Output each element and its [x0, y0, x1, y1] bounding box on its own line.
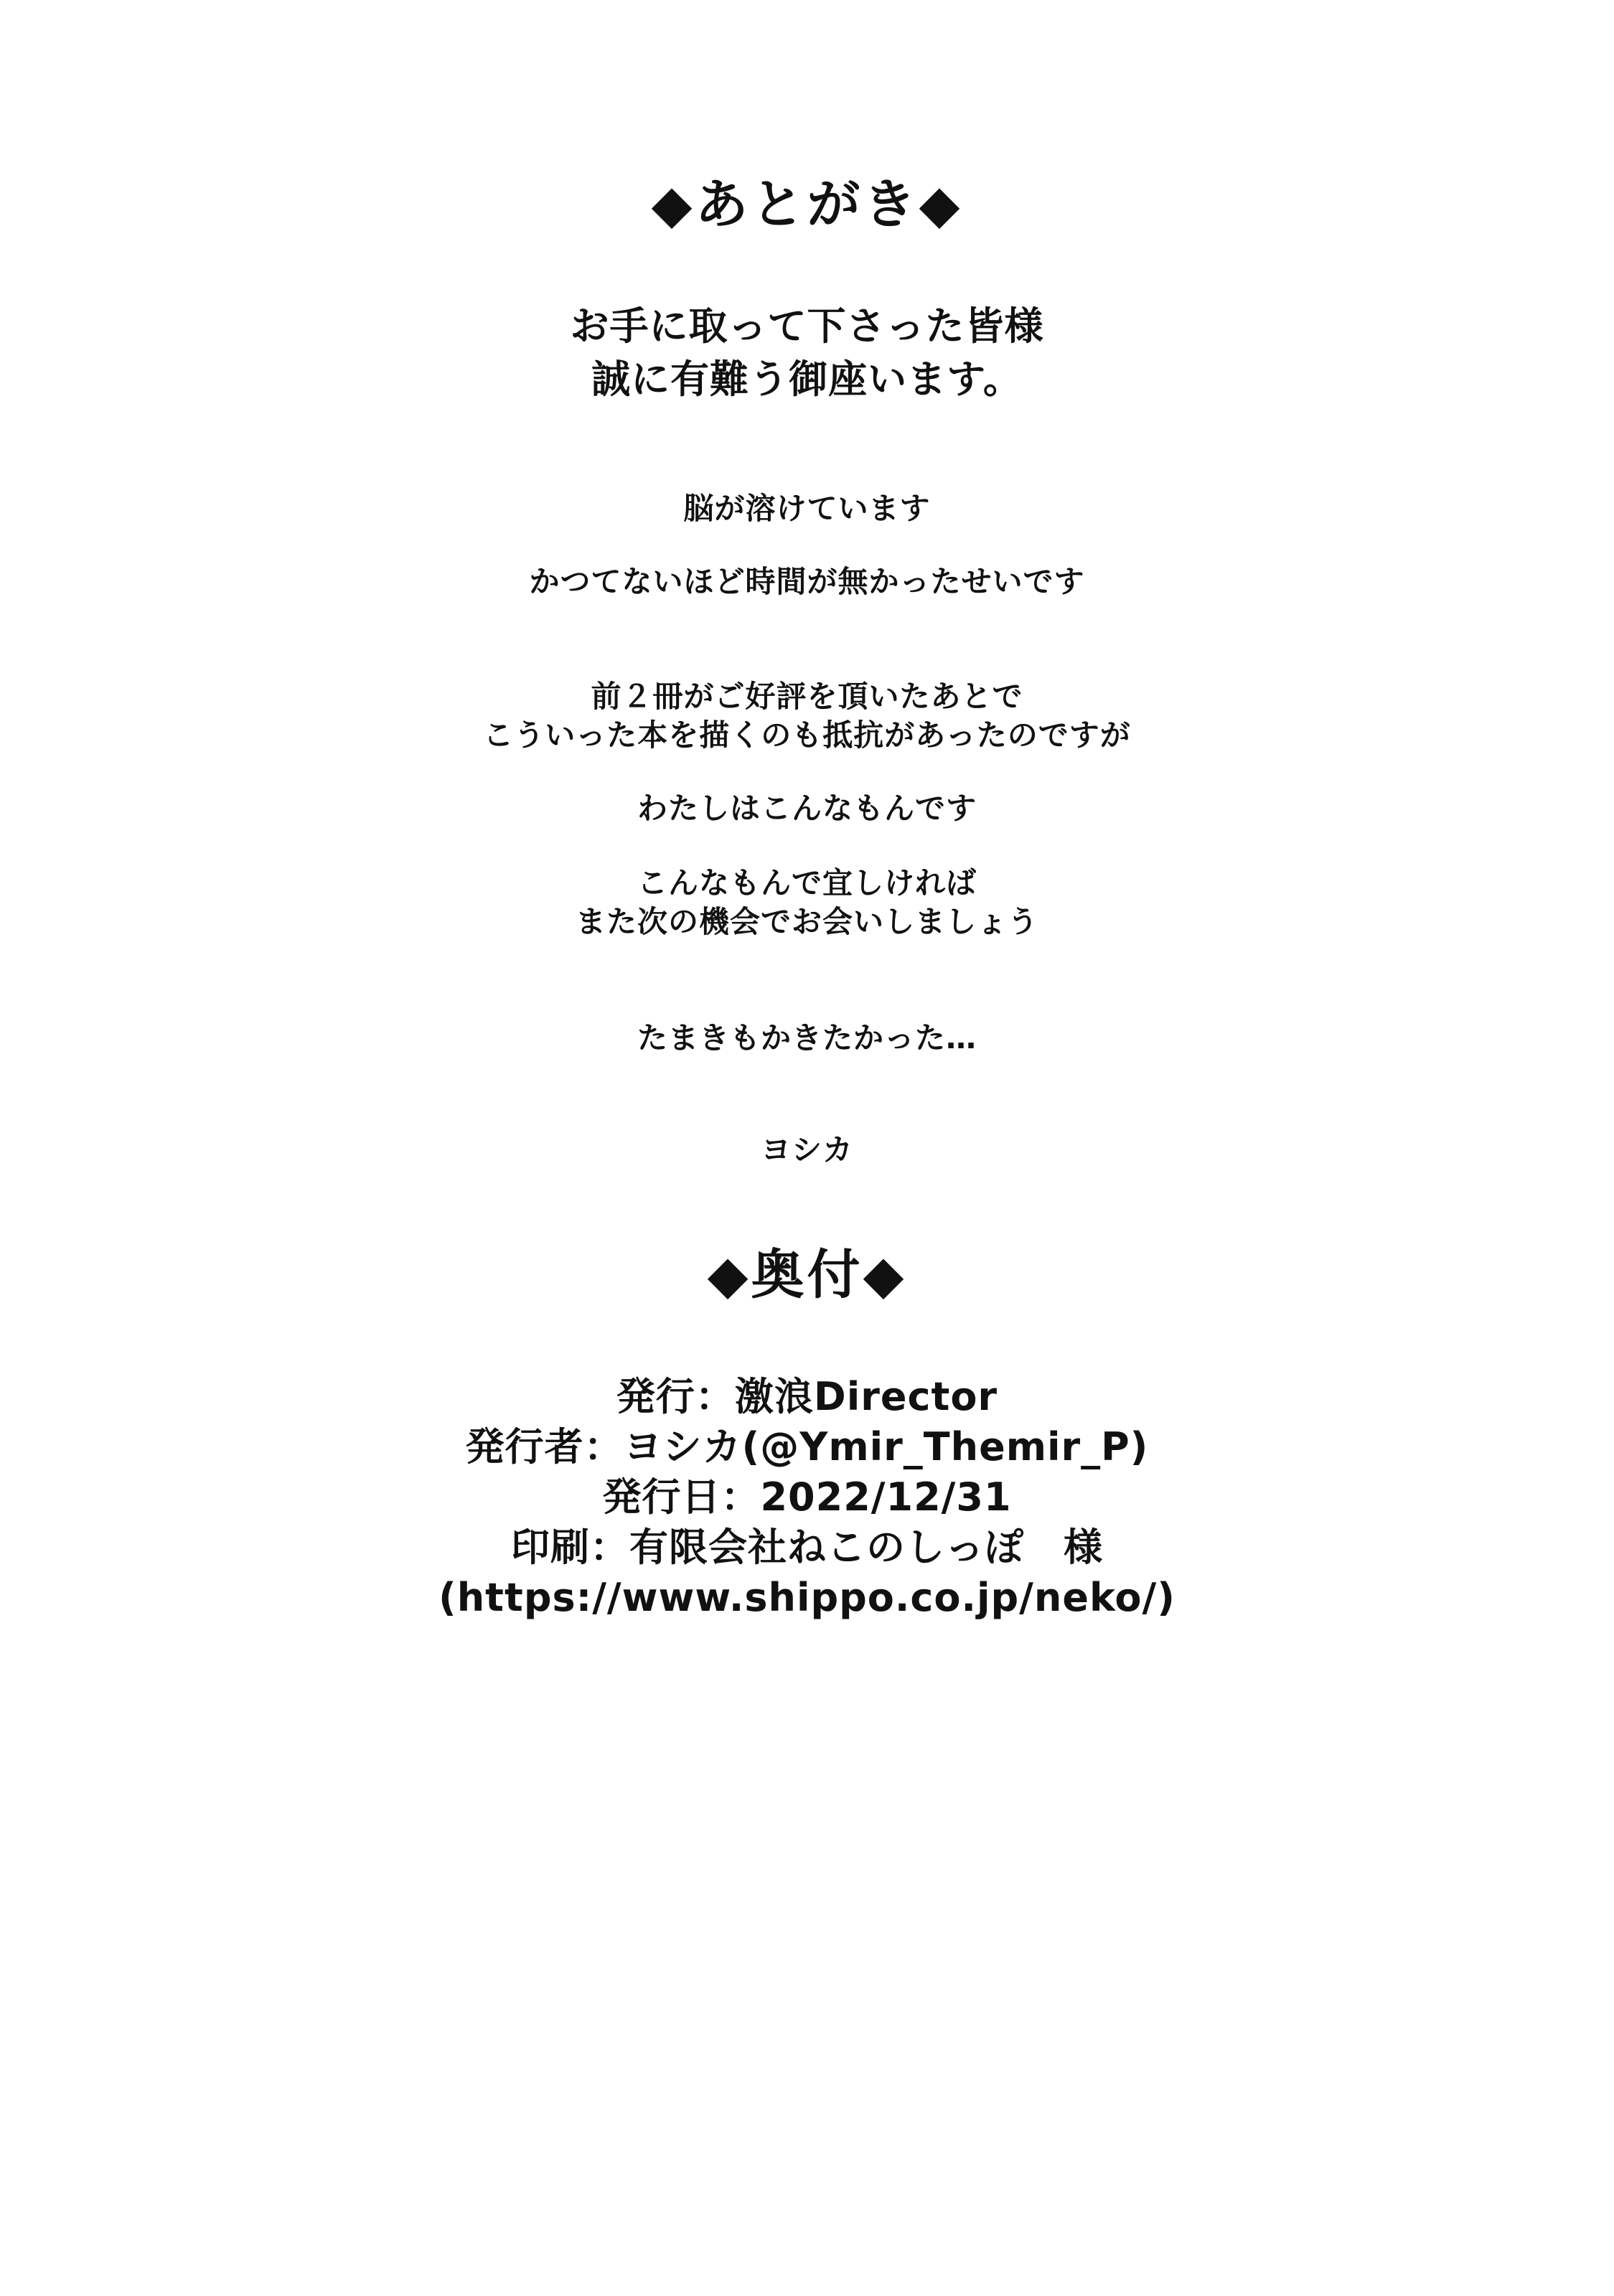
colophon-publisher: 発行：激浪Director [616, 1374, 998, 1419]
thanks-line: 誠に有難う御座います。 [591, 357, 1023, 402]
colophon-printer-url: (https://www.shippo.co.jp/neko/) [438, 1575, 1176, 1620]
afterword-heading: ◆あとがき◆ [651, 174, 963, 235]
thanks-line: お手に取って下さった皆様 [570, 304, 1044, 349]
paragraph-line: たまきもかきたかった… [637, 1020, 977, 1055]
paragraph-line: 脳が溶けています [683, 491, 931, 526]
paragraph-line: かつてないほど時間が無かったせいです [529, 564, 1085, 599]
paragraph-line: また次の機会でお会いしましょう [575, 904, 1038, 939]
paragraph-line: こんなもんで宜しければ [637, 865, 977, 900]
colophon-printer: 印刷：有限会社ねこのしっぽ 様 [511, 1525, 1103, 1570]
paragraph-line: わたしはこんなもんです [637, 791, 977, 826]
paragraph-line: 前２冊がご好評を頂いたあとで [591, 679, 1023, 714]
signature: ヨシカ [760, 1132, 853, 1167]
colophon-author: 発行者：ヨシカ(@Ymir_Themir_P) [465, 1424, 1149, 1469]
colophon-heading: ◆奥付◆ [707, 1244, 907, 1306]
paragraph-line: こういった本を描くのも抵抗があったのですが [483, 718, 1131, 753]
colophon-date: 発行日：2022/12/31 [602, 1474, 1012, 1520]
